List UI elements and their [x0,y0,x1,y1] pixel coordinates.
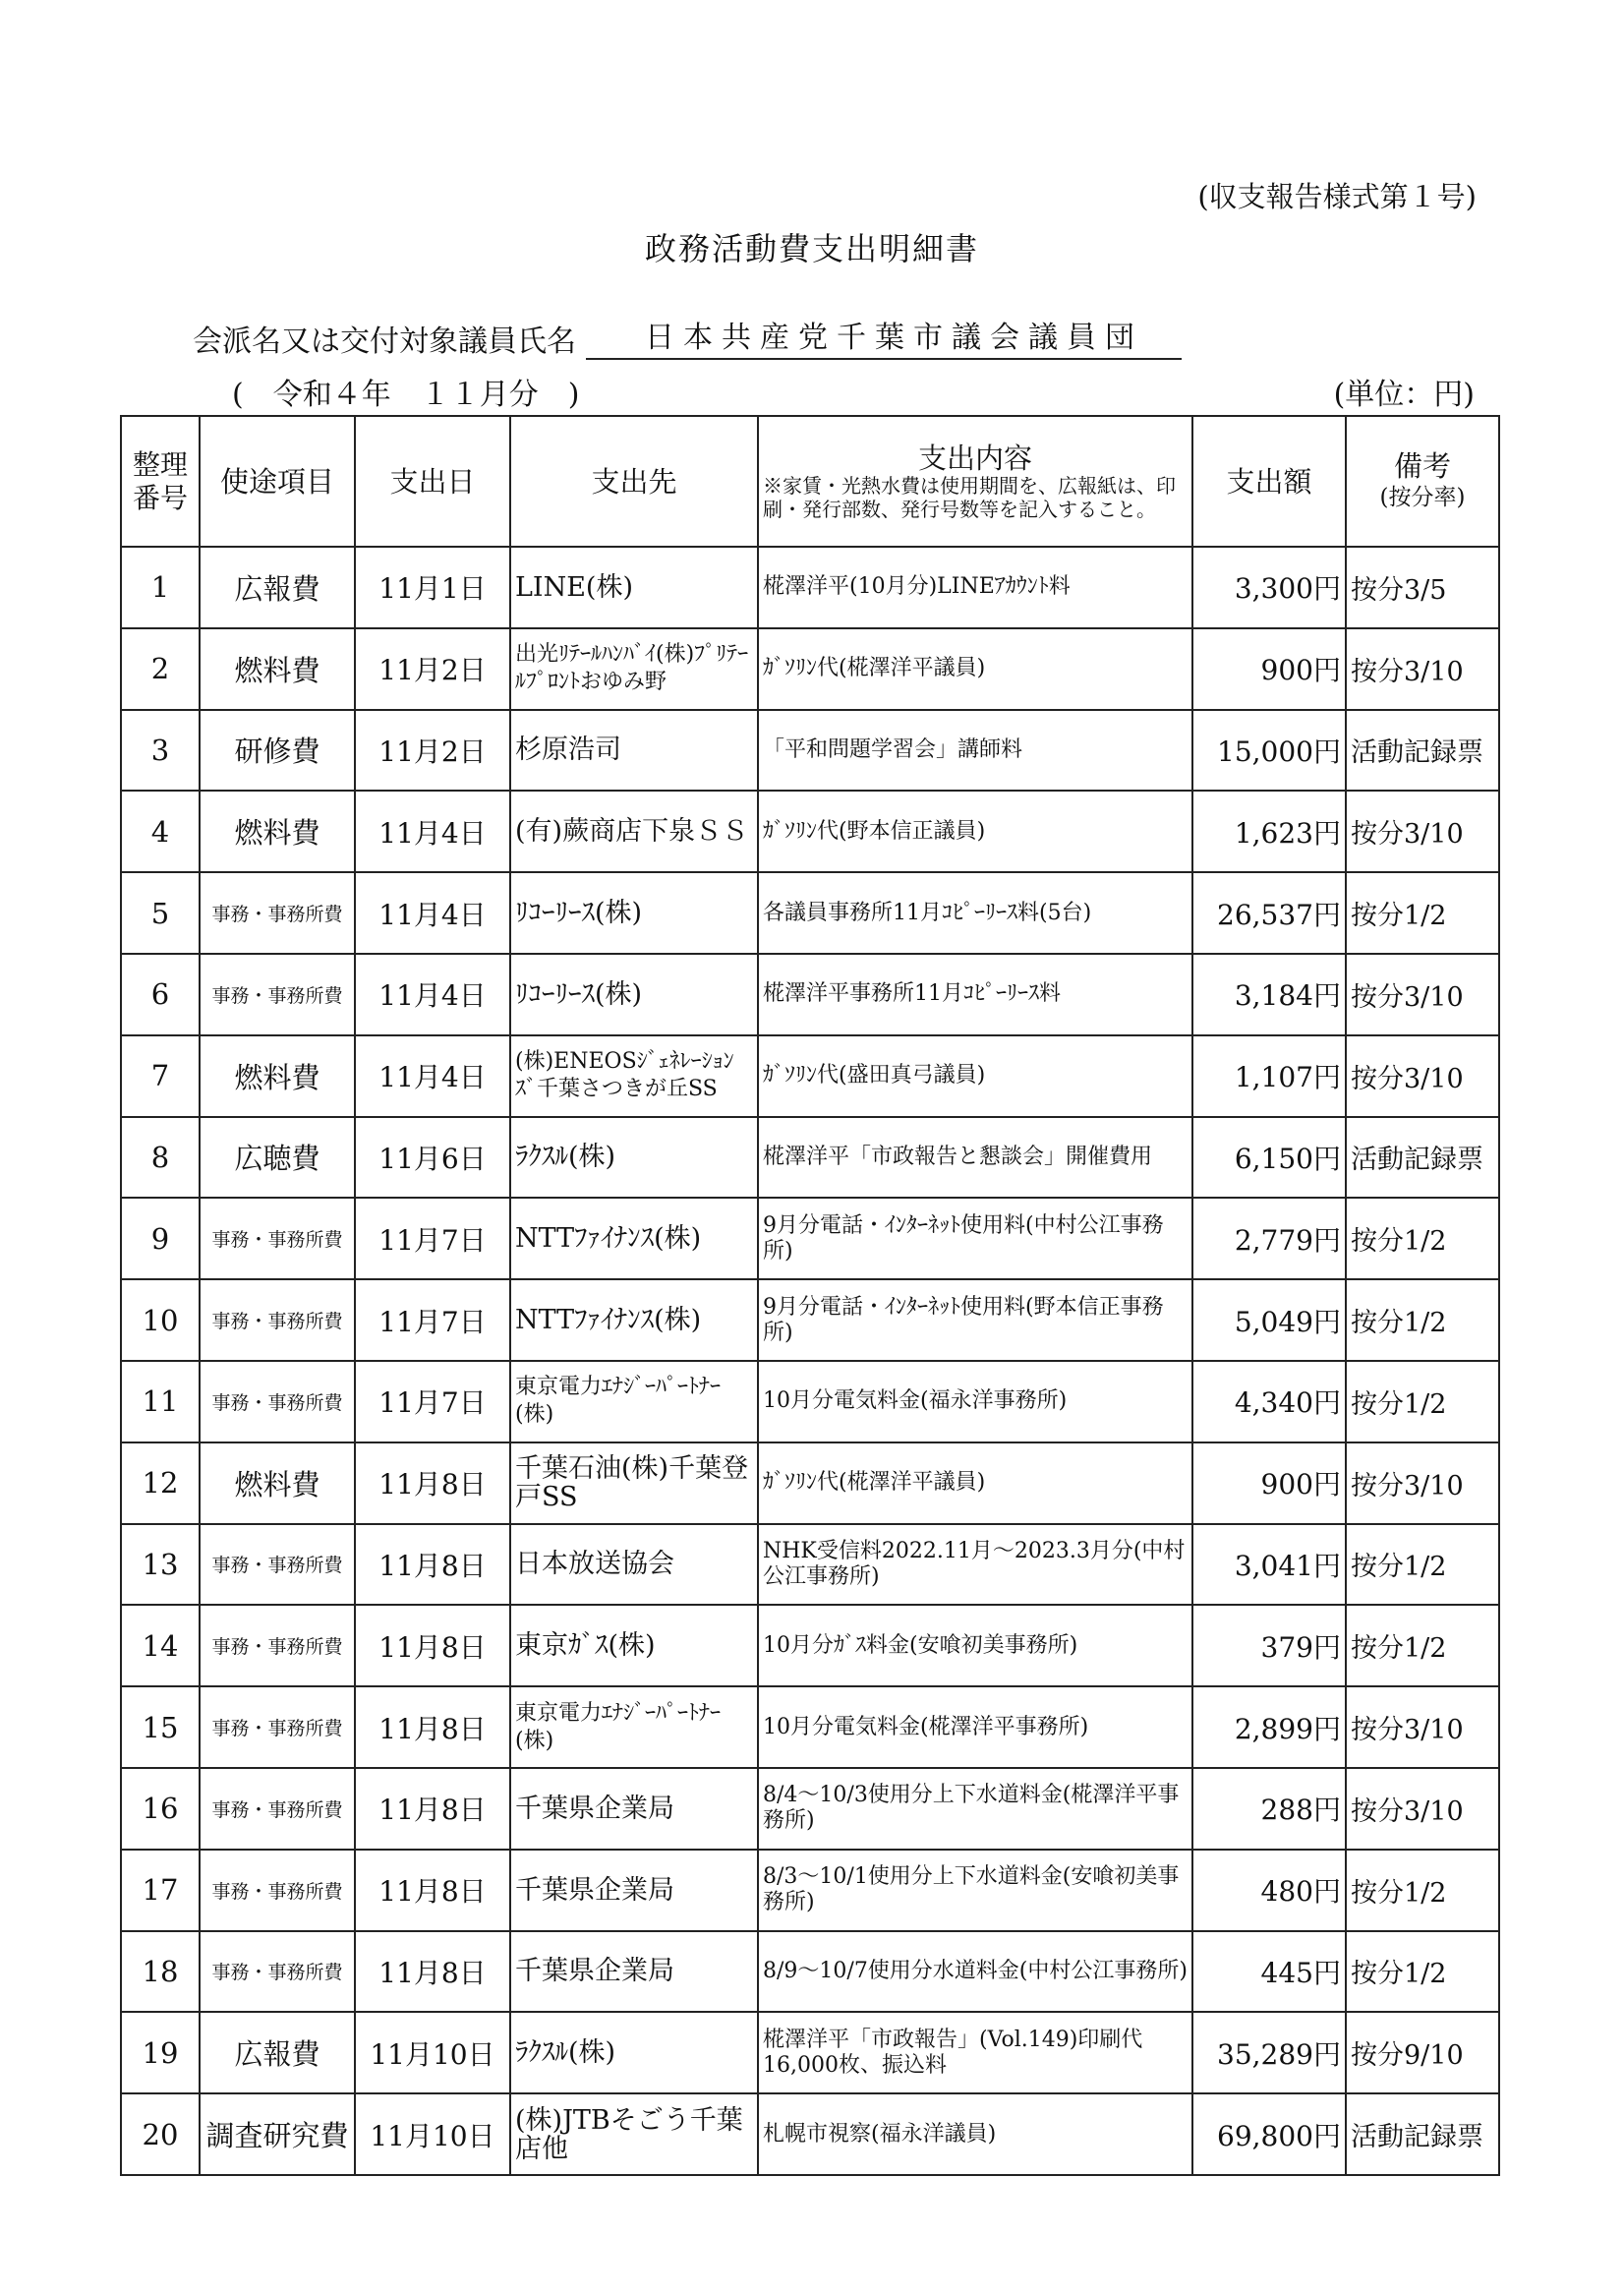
expense-table [120,415,1500,2176]
row-date: 11月1日 [355,547,510,628]
table-row [121,791,1499,872]
header-description-main: 支出内容 [917,441,1032,475]
row-amount: 1,623円 [1192,791,1346,872]
row-payee: ﾘｺｰﾘｰｽ(株) [510,954,758,1035]
row-date: 11月7日 [355,1361,510,1442]
row-category: 燃料費 [200,1035,355,1117]
table-row [121,547,1499,628]
row-remarks: 按分3/10 [1346,954,1499,1035]
document-title: 政務活動費支出明細書 [644,230,979,267]
row-remarks: 按分1/2 [1346,1361,1499,1442]
row-payee: NTTﾌｧｲﾅﾝｽ(株) [510,1279,758,1361]
row-category: 事務・事務所費 [200,1605,355,1686]
header-date: 支出日 [355,416,510,547]
row-description: 椛澤洋平事務所11月ｺﾋﾟｰﾘｰｽ料 [758,954,1192,1035]
row-remarks: 按分1/2 [1346,1931,1499,2013]
row-amount: 69,800円 [1192,2093,1346,2175]
table-row [121,1605,1499,1686]
row-no: 3 [121,710,200,792]
header-remarks-main: 備考 [1393,448,1451,483]
row-no: 9 [121,1198,200,1279]
row-payee: 日本放送協会 [510,1524,758,1606]
table-row [121,1117,1499,1199]
row-payee: 杉原浩司 [510,710,758,792]
table-row [121,872,1499,954]
row-description: 10月分電気料金(福永洋事務所) [758,1361,1192,1442]
row-payee: 東京ｶﾞｽ(株) [510,1605,758,1686]
header-payee: 支出先 [510,416,758,547]
row-description: ｶﾞｿﾘﾝ代(椛澤洋平議員) [758,628,1192,710]
row-no: 16 [121,1768,200,1850]
row-category: 事務・事務所費 [200,1768,355,1850]
row-date: 11月8日 [355,1605,510,1686]
row-amount: 288円 [1192,1768,1346,1850]
row-no: 1 [121,547,200,628]
row-no: 20 [121,2093,200,2175]
row-payee: (株)JTBそごう千葉店他 [510,2093,758,2175]
row-payee: 千葉県企業局 [510,1850,758,1931]
row-category: 燃料費 [200,628,355,710]
row-no: 13 [121,1524,200,1606]
row-date: 11月8日 [355,1768,510,1850]
table-header-row [121,416,1499,547]
row-no: 18 [121,1931,200,2013]
row-date: 11月4日 [355,791,510,872]
row-no: 14 [121,1605,200,1686]
row-payee: LINE(株) [510,547,758,628]
table-row [121,1524,1499,1606]
row-description: NHK受信料2022.11月～2023.3月分(中村公江事務所) [758,1524,1192,1606]
row-description: 8/4～10/3使用分上下水道料金(椛澤洋平事務所) [758,1768,1192,1850]
row-category: 事務・事務所費 [200,1524,355,1606]
row-payee: 東京電力ｴﾅｼﾞｰﾊﾟｰﾄﾅｰ(株) [510,1361,758,1442]
row-category: 事務・事務所費 [200,1931,355,2013]
row-category: 広報費 [200,2012,355,2093]
row-payee: ﾗｸｽﾙ(株) [510,2012,758,2093]
row-payee: 東京電力ｴﾅｼﾞｰﾊﾟｰﾄﾅｰ(株) [510,1686,758,1768]
row-remarks: 按分1/2 [1346,872,1499,954]
header-description-note: ※家賃・光熱水費は使用期間を、広報紙は、印刷・発行部数、発行号数等を記入すること。 [763,473,1176,521]
table-row [121,954,1499,1035]
row-amount: 3,184円 [1192,954,1346,1035]
row-category: 燃料費 [200,1442,355,1524]
row-amount: 1,107円 [1192,1035,1346,1117]
row-description: 9月分電話・ｲﾝﾀｰﾈｯﾄ使用料(野本信正事務所) [758,1279,1192,1361]
row-remarks: 活動記録票 [1346,1117,1499,1199]
row-description: ｶﾞｿﾘﾝ代(野本信正議員) [758,791,1192,872]
row-amount: 35,289円 [1192,2012,1346,2093]
row-amount: 4,340円 [1192,1361,1346,1442]
row-category: 事務・事務所費 [200,1686,355,1768]
row-payee: 出光ﾘﾃｰﾙﾊﾝﾊﾞｲ(株)ﾌﾟﾘﾃｰﾙﾌﾟﾛﾝﾄおゆみ野 [510,628,758,710]
row-description: 椛澤洋平「市政報告と懇談会」開催費用 [758,1117,1192,1199]
row-date: 11月7日 [355,1198,510,1279]
row-amount: 3,041円 [1192,1524,1346,1606]
row-date: 11月7日 [355,1279,510,1361]
row-date: 11月6日 [355,1117,510,1199]
row-no: 7 [121,1035,200,1117]
row-no: 6 [121,954,200,1035]
row-description: 8/3～10/1使用分上下水道料金(安喰初美事務所) [758,1850,1192,1931]
row-description: ｶﾞｿﾘﾝ代(椛澤洋平議員) [758,1442,1192,1524]
row-amount: 2,779円 [1192,1198,1346,1279]
row-description: 各議員事務所11月ｺﾋﾟｰﾘｰｽ料(5台) [758,872,1192,954]
row-amount: 2,899円 [1192,1686,1346,1768]
row-amount: 379円 [1192,1605,1346,1686]
row-date: 11月8日 [355,1442,510,1524]
row-remarks: 活動記録票 [1346,710,1499,792]
party-row [193,313,1182,360]
row-no: 12 [121,1442,200,1524]
row-remarks: 活動記録票 [1346,2093,1499,2175]
row-date: 11月10日 [355,2093,510,2175]
row-date: 11月8日 [355,1850,510,1931]
table-row [121,1850,1499,1931]
row-remarks: 按分1/2 [1346,1524,1499,1606]
row-date: 11月4日 [355,1035,510,1117]
row-no: 10 [121,1279,200,1361]
row-category: 燃料費 [200,791,355,872]
row-date: 11月8日 [355,1931,510,2013]
unit-label: (単位：円) [1333,378,1475,412]
row-remarks: 按分3/5 [1346,547,1499,628]
row-no: 5 [121,872,200,954]
row-payee: ﾗｸｽﾙ(株) [510,1117,758,1199]
row-remarks: 按分3/10 [1346,791,1499,872]
row-no: 19 [121,2012,200,2093]
party-name: 日本共産党千葉市議会議員団 [586,313,1182,360]
table-row [121,1279,1499,1361]
row-amount: 480円 [1192,1850,1346,1931]
table-row [121,2093,1499,2175]
row-amount: 445円 [1192,1931,1346,2013]
row-amount: 15,000円 [1192,710,1346,792]
row-remarks: 按分1/2 [1346,1279,1499,1361]
row-remarks: 按分9/10 [1346,2012,1499,2093]
row-remarks: 按分3/10 [1346,1768,1499,1850]
row-date: 11月10日 [355,2012,510,2093]
row-payee: 千葉県企業局 [510,1768,758,1850]
table-row [121,1198,1499,1279]
row-date: 11月8日 [355,1686,510,1768]
row-no: 4 [121,791,200,872]
row-amount: 900円 [1192,628,1346,710]
table-row [121,1686,1499,1768]
row-remarks: 按分3/10 [1346,628,1499,710]
row-payee: (株)ENEOSｼﾞｪﾈﾚｰｼｮﾝｽﾞ千葉さつきが丘SS [510,1035,758,1117]
table-row [121,628,1499,710]
row-date: 11月8日 [355,1524,510,1606]
row-no: 17 [121,1850,200,1931]
row-description: 椛澤洋平「市政報告」(Vol.149)印刷代16,000枚、振込料 [758,2012,1192,2093]
row-description: 10月分ｶﾞｽ料金(安喰初美事務所) [758,1605,1192,1686]
header-amount: 支出額 [1192,416,1346,547]
row-category: 調査研究費 [200,2093,355,2175]
row-amount: 26,537円 [1192,872,1346,954]
row-amount: 900円 [1192,1442,1346,1524]
row-amount: 3,300円 [1192,547,1346,628]
row-no: 11 [121,1361,200,1442]
row-category: 事務・事務所費 [200,1279,355,1361]
row-category: 事務・事務所費 [200,1850,355,1931]
row-description: 9月分電話・ｲﾝﾀｰﾈｯﾄ使用料(中村公江事務所) [758,1198,1192,1279]
table-row [121,1931,1499,2013]
period: ( 令和４年 １１月分 ) [232,378,580,412]
row-category: 事務・事務所費 [200,872,355,954]
row-payee: 千葉県企業局 [510,1931,758,2013]
row-remarks: 按分1/2 [1346,1198,1499,1279]
row-date: 11月2日 [355,628,510,710]
row-category: 事務・事務所費 [200,1198,355,1279]
row-payee: NTTﾌｧｲﾅﾝｽ(株) [510,1198,758,1279]
table-row [121,1442,1499,1524]
header-category: 使途項目 [200,416,355,547]
row-no: 2 [121,628,200,710]
row-date: 11月4日 [355,954,510,1035]
table-row [121,1361,1499,1442]
row-category: 研修費 [200,710,355,792]
table-row [121,1035,1499,1117]
row-remarks: 按分3/10 [1346,1442,1499,1524]
row-remarks: 按分1/2 [1346,1850,1499,1931]
row-category: 広報費 [200,547,355,628]
party-label: 会派名又は交付対象議員氏名 [193,324,576,359]
row-category: 事務・事務所費 [200,1361,355,1442]
row-category: 事務・事務所費 [200,954,355,1035]
row-remarks: 按分3/10 [1346,1686,1499,1768]
row-description: ｶﾞｿﾘﾝ代(盛田真弓議員) [758,1035,1192,1117]
row-category: 広聴費 [200,1117,355,1199]
row-payee: ﾘｺｰﾘｰｽ(株) [510,872,758,954]
row-remarks: 按分3/10 [1346,1035,1499,1117]
row-amount: 6,150円 [1192,1117,1346,1199]
header-remarks [1346,416,1499,547]
row-description: 10月分電気料金(椛澤洋平事務所) [758,1686,1192,1768]
row-amount: 5,049円 [1192,1279,1346,1361]
row-description: 札幌市視察(福永洋議員) [758,2093,1192,2175]
row-description: 椛澤洋平(10月分)LINEｱｶｳﾝﾄ料 [758,547,1192,628]
header-description [758,416,1192,547]
row-no: 8 [121,1117,200,1199]
row-payee: (有)蕨商店下泉ＳＳ [510,791,758,872]
header-remarks-sub: (按分率) [1379,484,1466,510]
row-description: 「平和問題学習会」講師料 [758,710,1192,792]
row-description: 8/9～10/7使用分水道料金(中村公江事務所) [758,1931,1192,2013]
table-row [121,2012,1499,2093]
form-number: (収支報告様式第１号) [1197,180,1477,213]
row-payee: 千葉石油(株)千葉登戸SS [510,1442,758,1524]
header-no: 整理番号 [121,416,200,547]
table-row [121,1768,1499,1850]
row-remarks: 按分1/2 [1346,1605,1499,1686]
row-date: 11月2日 [355,710,510,792]
row-no: 15 [121,1686,200,1768]
table-row [121,710,1499,792]
row-date: 11月4日 [355,872,510,954]
